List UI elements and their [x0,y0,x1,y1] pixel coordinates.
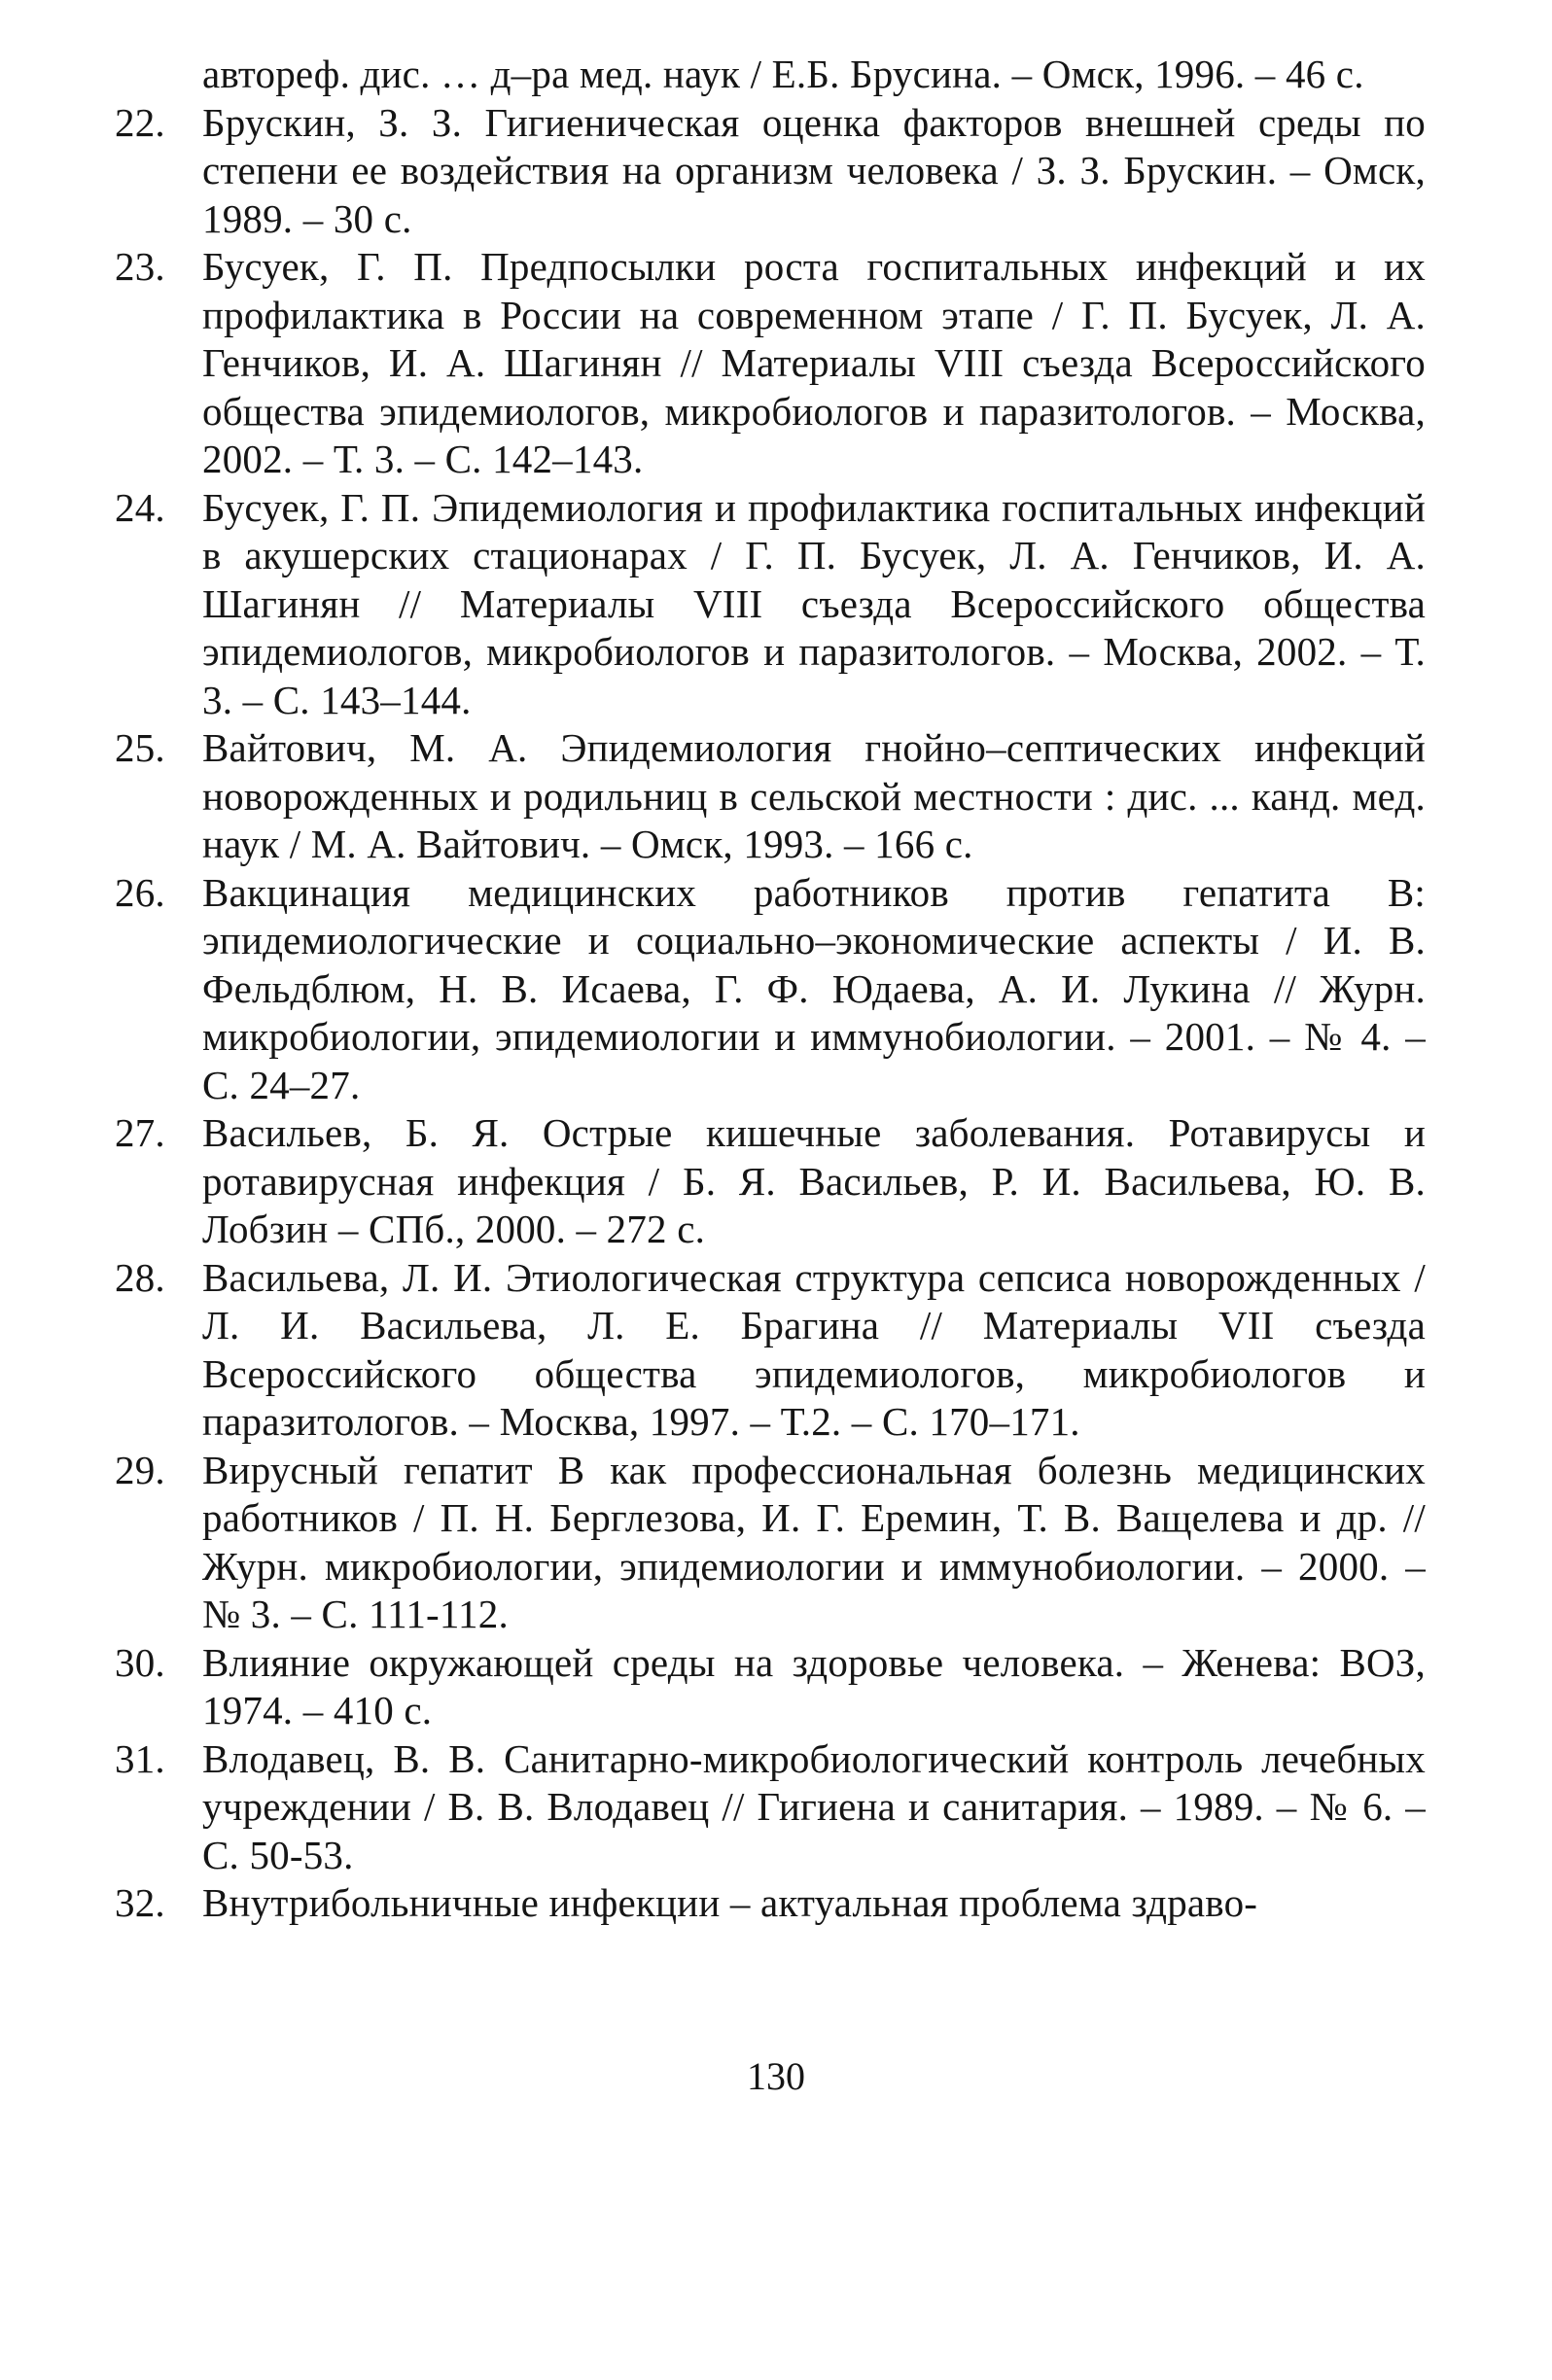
reference-number: 29. [115,1447,165,1492]
reference-item [115,484,1426,725]
reference-item [115,1639,1426,1735]
reference-item [115,1254,1426,1447]
reference-text: Влодавец, В. В. Санитарно-микробиологический контроль лечебных учреждении / В. В. Влодавец // Гигиена и санитария. – 1989. – № 6. – С. 50-53. [202,1735,1426,1877]
reference-number: 23. [115,244,165,289]
reference-text: Вакцинация медицинских работников против гепатита В: эпидемиологические и социально–экономические аспекты / И. В. Фельдблюм, Н. В. Исаева, Г. Ф. Юдаева, А. И. Лукина // Журн. микробиологии, эпидемиологии и иммунобиологии. – 2001. – № 4. – С. 24–27. [202,869,1426,1107]
reference-text: Влияние окружающей среды на здоровье человека. – Женева: ВОЗ, 1974. – 410 с. [202,1639,1426,1732]
reference-item [115,1879,1426,1928]
reference-text: Вирусный гепатит В как профессиональная болезнь медицинских работников / П. Н. Берглезова, И. Г. Еремин, Т. В. Ващелева и др. // Журн. микробиологии, эпидемиологии и иммунобиологии. – 2000. – № 3. – С. 111-112. [202,1447,1426,1636]
reference-item [115,51,1426,99]
page-number: 130 [747,2054,805,2098]
reference-text: Вайтович, М. А. Эпидемиология гнойно–септических инфекций новорожденных и родильниц в сельской местности : дис. ... канд. мед. наук / М. А. Вайтович. – Омск, 1993. – 166 с. [202,725,1426,866]
reference-item [115,99,1426,244]
reference-number: 24. [115,484,165,530]
reference-item [115,1447,1426,1639]
reference-item [115,724,1426,869]
reference-item [115,1735,1426,1880]
reference-text: Внутрибольничные инфекции – актуальная проблема здраво- [202,1880,1258,1925]
reference-number: 26. [115,869,165,915]
reference-number: 27. [115,1110,165,1155]
reference-text: автореф. дис. … д–ра мед. наук / Е.Б. Брусина. – Омск, 1996. – 46 с. [202,52,1364,96]
reference-list [115,51,1426,1928]
reference-number: 32. [115,1880,165,1925]
reference-number: 22. [115,99,165,145]
reference-text: Бусуек, Г. П. Эпидемиология и профилактика госпитальных инфекций в акушерских стационарах / Г. П. Бусуек, Л. А. Генчиков, И. А. Шагинян // Материалы VIII съезда Всероссийского общества эпидемиологов, микробиологов и паразитологов. – Москва, 2002. – Т. 3. – С. 143–144. [202,484,1426,722]
reference-number: 31. [115,1735,165,1781]
reference-item [115,243,1426,484]
reference-text: Васильева, Л. И. Этиологическая структура сепсиса новорожденных / Л. И. Васильева, Л. Е. Брагина // Материалы VII съезда Всероссийского общества эпидемиологов, микробиологов и паразитологов. – Москва, 1997. – Т.2. – С. 170–171. [202,1254,1426,1444]
reference-text: Васильев, Б. Я. Острые кишечные заболевания. Ротавирусы и ротавирусная инфекция / Б. Я. Васильев, Р. И. Васильева, Ю. В. Лобзин – СПб., 2000. – 272 с. [202,1110,1426,1251]
reference-text: Бусуек, Г. П. Предпосылки роста госпитальных инфекций и их профилактика в России на современном этапе / Г. П. Бусуек, Л. А. Генчиков, И. А. Шагинян // Материалы VIII съезда Всероссийского общества эпидемиологов, микробиологов и паразитологов. – Москва, 2002. – Т. 3. – С. 142–143. [202,244,1426,481]
reference-number: 25. [115,725,165,770]
reference-item [115,869,1426,1110]
reference-number: 28. [115,1254,165,1300]
reference-number: 30. [115,1639,165,1685]
reference-text: Брускин, З. З. Гигиеническая оценка факторов внешней среды по степени ее воздействия на организм человека / З. З. Брускин. – Омск, 1989. – 30 с. [202,99,1426,241]
reference-item [115,1109,1426,1254]
